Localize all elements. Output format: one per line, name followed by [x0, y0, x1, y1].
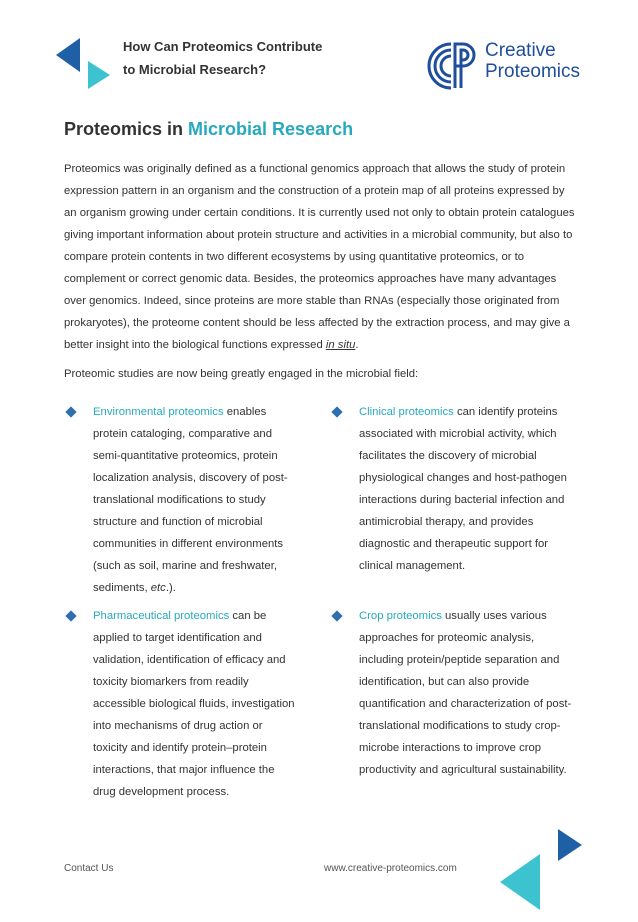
logo-wordmark — [485, 40, 580, 82]
creative-proteomics-logo — [425, 38, 595, 94]
intro-text: Proteomics was originally defined as a functional genomics approach that allows the study of protein expression pattern in an organism and the construction of a protein map of all proteins expressed by an organism growing under certain conditions. It is currently used not only to obtain protein catalogues giving important information about protein structure and activities in a microbial community, but also to compare protein contents in two different ecosystems by using quantitative proteomics, or to complement or correct genomic data. Besides, the proteomics approaches have many advantages over genomics. Indeed, since proteins are more stable than RNAs (especially those originated from prokaryotes), the proteome content should be less affected by the extraction process, and may give a better insight into the biological functions expressed — [64, 163, 575, 351]
logo-line2: Proteomics — [485, 61, 581, 82]
diamond-bullet-icon — [331, 406, 342, 417]
bullet-clinical — [333, 401, 573, 577]
decorative-triangle-teal-bottom — [500, 854, 540, 910]
document-header-title — [123, 35, 383, 81]
bullet-pharmaceutical — [67, 605, 297, 803]
footer-website-link[interactable]: www.creative-proteomics.com — [324, 863, 457, 874]
bullet-term: Pharmaceutical proteomics — [93, 610, 230, 622]
bullet-text: usually uses various approaches for proteomic analysis, including protein/peptide separation and identification, but can also provide quantification and characterization of post-translational modifications to study crop-microbe interactions to improve crop productivity and agricultural sustainability. — [359, 610, 572, 776]
header-title-line1: How Can Proteomics Contribute — [123, 39, 323, 54]
footer-contact-link[interactable]: Contact Us — [64, 863, 114, 874]
bullet-end: .). — [165, 582, 176, 594]
bullet-term: Environmental proteomics — [93, 406, 224, 418]
bullet-crop — [333, 605, 573, 781]
lead-paragraph: Proteomic studies are now being greatly engaged in the microbial field: — [64, 368, 419, 380]
diamond-bullet-icon — [65, 406, 76, 417]
diamond-bullet-icon — [65, 610, 76, 621]
section-title-accent: Microbial Research — [188, 119, 354, 139]
bullet-environmental — [67, 401, 297, 599]
logo-line1: Creative — [485, 40, 556, 61]
intro-end: . — [355, 339, 359, 351]
diamond-bullet-icon — [331, 610, 342, 621]
section-title — [64, 119, 353, 140]
bullet-text: can be applied to target identification and validation, identification of efficacy and toxicity biomarkers from readily accessible biological fluids, investigation into mechanisms of drug action or toxicity and identify protein–protein interactions, that major influence the drug development process. — [93, 610, 295, 798]
header-title-line2: to Microbial Research? — [123, 62, 267, 77]
section-title-plain: Proteomics in — [64, 119, 189, 139]
decorative-triangle-teal-top — [88, 61, 110, 89]
bullet-emphasis: etc — [150, 582, 166, 594]
decorative-triangle-blue-top — [56, 38, 80, 72]
bullet-term: Crop proteomics — [359, 610, 442, 622]
intro-paragraph — [64, 158, 579, 356]
bullet-text: can identify proteins associated with microbial activity, which facilitates the discovery of microbial physiological changes and host-pathogen interactions during bacterial infection and antimicrobial therapy, and provides diagnostic and therapeutic support for clinical management. — [359, 406, 567, 572]
intro-emphasis: in situ — [325, 339, 356, 351]
bullet-term: Clinical proteomics — [359, 406, 454, 418]
cp-monogram-icon — [425, 38, 481, 94]
decorative-triangle-blue-bottom — [558, 829, 582, 861]
bullet-text: enables protein cataloging, comparative and semi-quantitative proteomics, protein localization analysis, discovery of post-translational modifications to study structure and function of microbial communities in different environments (such as soil, marine and freshwater, sediments, — [93, 406, 288, 594]
